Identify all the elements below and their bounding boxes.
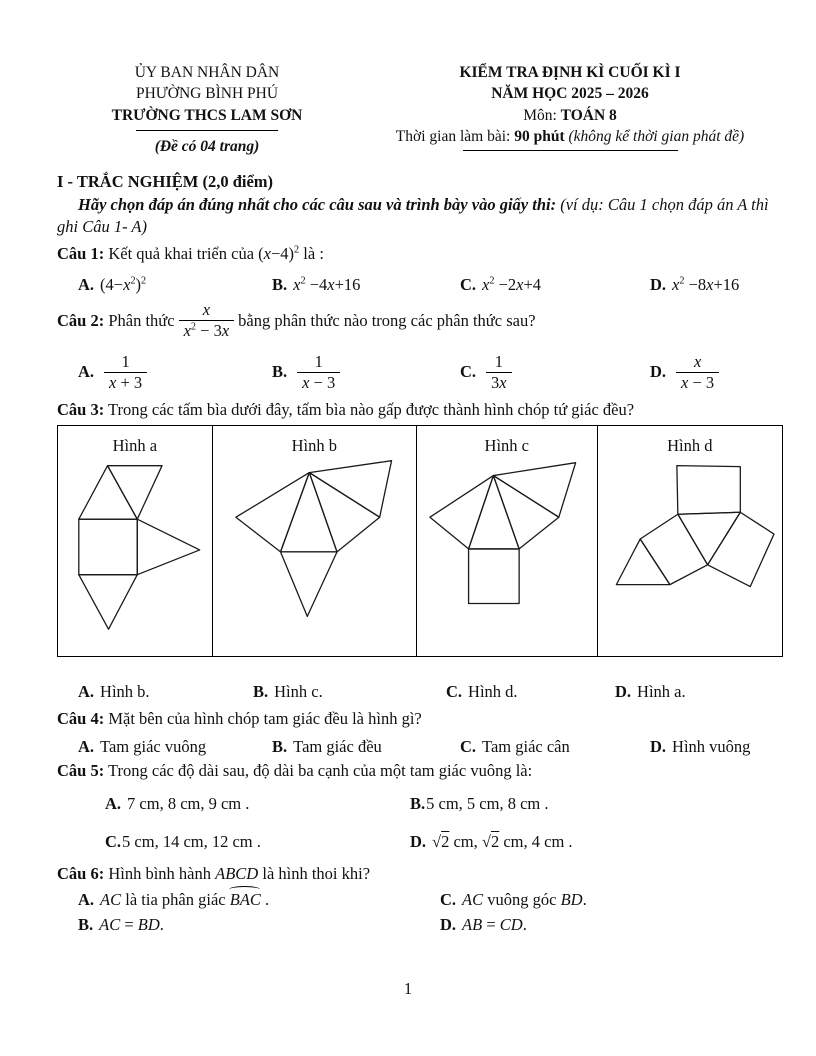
q1-option-b: B. $x^2 -4x+16$ — [272, 274, 361, 294]
q1-stem: Câu 1: Kết quả khai triển của $(x-4)^2$ là : — [57, 243, 324, 263]
page-number: 1 — [403, 979, 413, 998]
document-header — [57, 62, 783, 158]
time-line — [357, 126, 783, 147]
q2-stem: Câu 2: Phân thức $\frac{x}{x^2 - 3x}$ bằng phân thức nào trong các phân thức sau? — [57, 300, 536, 340]
q6-option-a: A. AC là tia phân giác BAC . — [78, 889, 270, 909]
net-hinh-a — [58, 426, 212, 656]
q6-option-c: C. AC vuông góc BD. — [440, 889, 587, 909]
q1-options — [57, 274, 783, 296]
q3-option-a: A. Hình b. — [78, 682, 150, 702]
header-left-divider — [136, 130, 278, 131]
school-name: TRƯỜNG THCS LAM SƠN — [111, 106, 303, 124]
q2-option-b: B. $\frac{1}{x - 3}$ — [272, 353, 460, 393]
q4-stem: Câu 4: Mặt bên của hình chóp tam giác đều là hình gì? — [57, 709, 422, 729]
q3-options — [57, 681, 783, 703]
q3-option-d: D. Hình a. — [615, 682, 686, 702]
q2-option-c: C. $\frac{1}{3x}$ — [460, 353, 650, 393]
q5-stem: Câu 5: Trong các độ dài sau, độ dài ba cạnh của một tam giác vuông là: — [57, 760, 533, 780]
q5-option-c: C.5 cm, 14 cm, 12 cm . — [105, 832, 261, 852]
q5-option-b: B.5 cm, 5 cm, 8 cm . — [410, 794, 549, 814]
net-hinh-d — [598, 426, 782, 656]
q6-option-b: B. AC = BD. — [78, 915, 164, 935]
q2-option-d: D. $\frac{x}{x - 3}$ — [650, 353, 783, 393]
figure-label-b: Hình b — [291, 436, 337, 456]
exam-title-line2: NĂM HỌC 2025 – 2026 — [491, 85, 649, 103]
q2-options — [57, 353, 783, 393]
q4-option-d: D. Hình vuông — [650, 736, 751, 756]
q1-option-c: C. $x^2 -2x+4$ — [460, 274, 542, 294]
subject-value: TOÁN 8 — [560, 106, 617, 124]
time-value: 90 phút — [514, 128, 569, 146]
figure-cell-hinh-a — [58, 426, 213, 656]
issuer-block — [57, 62, 357, 158]
q6-options-row1 — [57, 889, 783, 911]
subject-line — [357, 105, 783, 126]
q4-option-b: B. Tam giác đều — [272, 736, 382, 756]
net-hinh-c — [417, 426, 597, 656]
q5-options-row2 — [57, 831, 783, 853]
section-title: I - TRẮC NGHIỆM (2,0 điểm) — [57, 171, 274, 191]
exam-title-line1: KIỂM TRA ĐỊNH KÌ CUỐI KÌ I — [459, 64, 681, 81]
section-instruction — [57, 194, 783, 238]
q6-options-row2 — [57, 914, 783, 936]
q5-option-d: D. √2 cm, √2 cm, 4 cm . — [410, 832, 573, 852]
instruction-main: Hãy chọn đáp án đúng nhất cho các câu sau và trình bày vào giấy thi: — [78, 195, 561, 215]
figure-label-d: Hình d — [667, 436, 713, 456]
q4-option-c: C. Tam giác cân — [460, 736, 570, 756]
figure-label-a: Hình a — [112, 436, 158, 456]
pages-note: (Đề có 04 trang) — [154, 138, 260, 156]
q1-option-d: D. $x^2 -8x+16$ — [650, 274, 740, 294]
q5-options-row1 — [57, 793, 783, 815]
time-label: Thời gian làm bài: — [395, 128, 515, 146]
figure-label-c: Hình c — [484, 436, 529, 456]
figure-cell-hinh-b — [213, 426, 417, 656]
issuer-line1: ỦY BAN NHÂN DÂN — [134, 64, 280, 81]
issuer-line2: PHƯỜNG BÌNH PHÚ — [135, 85, 279, 103]
q3-option-b: B. Hình c. — [253, 682, 323, 702]
instruction-example: (ví dụ: Câu 1 chọn đáp án A thì ghi Câu 1- A) — [57, 195, 769, 237]
figure-cell-hinh-c — [417, 426, 598, 656]
subject-label: Môn: — [523, 106, 561, 124]
q3-stem: Câu 3: Trong các tấm bìa dưới đây, tấm bìa nào gấp được thành hình chóp tứ giác đều? — [57, 399, 635, 419]
q4-option-a: A. Tam giác vuông — [78, 736, 207, 756]
q5-option-a: A. 7 cm, 8 cm, 9 cm . — [105, 794, 250, 814]
q3-figure-table — [57, 425, 783, 657]
q3-option-c: C. Hình d. — [446, 682, 518, 702]
time-note: (không kể thời gian phát đề) — [568, 128, 745, 146]
q6-stem: Câu 6: Hình bình hành ABCD là hình thoi khi? — [57, 863, 371, 883]
header-right-divider — [463, 150, 678, 151]
q6-option-d: D. AB = CD. — [440, 915, 527, 935]
exam-title-block — [357, 62, 783, 158]
q4-options — [57, 736, 783, 758]
net-hinh-b — [213, 426, 416, 656]
q1-option-a: A. $(4-x^2)^2$ — [78, 274, 147, 294]
figure-cell-hinh-d — [598, 426, 782, 656]
q2-option-a: A. $\frac{1}{x + 3}$ — [78, 353, 272, 393]
